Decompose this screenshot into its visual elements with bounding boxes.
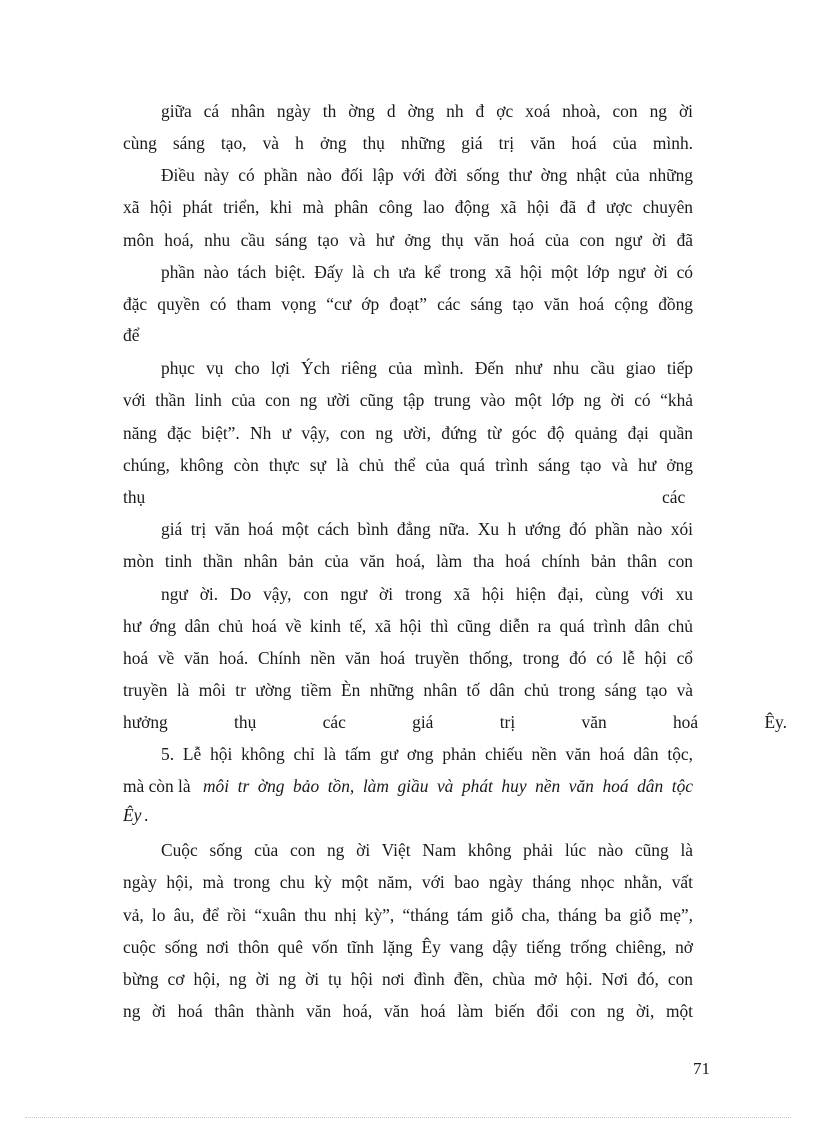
text-line: hư ớng dân chủ hoá về kinh tế, xã hội thì cũng diễn ra quá trình dân chủ bbox=[123, 616, 693, 636]
text-line: xã hội phát triển, khi mà phân công lao động xã hội đã đ ược chuyên bbox=[123, 197, 693, 217]
text-line: năng đặc biệt”. Nh ư vậy, con ng ười, đứng từ góc độ quảng đại quần bbox=[123, 423, 693, 443]
text-line: giữa cá nhân ngày th ờng d ờng nh đ ợc xoá nhoà, con ng ời bbox=[161, 101, 693, 121]
text-line: . bbox=[144, 805, 149, 825]
text-line: ng ời hoá thân thành văn hoá, văn hoá làm biến đổi con ng ời, một bbox=[123, 1001, 693, 1021]
text-line: để bbox=[123, 325, 140, 345]
text-line: phần nào tách biệt. Đấy là ch ưa kể trong xã hội một lớp ngư ời có bbox=[161, 262, 693, 282]
text-line: truyền là môi tr ường tiềm Èn những nhân tố dân chủ trong sáng tạo và bbox=[123, 680, 693, 700]
text-line: ngày hội, mà trong chu kỳ một năm, với bao ngày tháng nhọc nhằn, vất bbox=[123, 872, 693, 892]
text-line: hưởng thụ các giá trị văn hoá Êy. bbox=[123, 712, 787, 732]
text-line: vả, lo âu, để rồi “xuân thu nhị kỳ”, “tháng tám giỗ cha, tháng ba giỗ mẹ”, bbox=[123, 905, 693, 925]
text-line: phục vụ cho lợi Ých riêng của mình. Đến như nhu cầu giao tiếp bbox=[161, 358, 693, 378]
text-line: cùng sáng tạo, và h ởng thụ những giá trị văn hoá của mình. bbox=[123, 133, 693, 153]
text-line: mòn tinh thần nhân bản của văn hoá, làm tha hoá chính bản thân con bbox=[123, 551, 693, 571]
text-line: đặc quyền có tham vọng “cư ớp đoạt” các sáng tạo văn hoá cộng đồng bbox=[123, 294, 693, 314]
text-line: hoá về văn hoá. Chính nền văn hoá truyền thống, trong đó có lễ hội cổ bbox=[123, 648, 693, 668]
text-line: ngư ời. Do vậy, con ngư ời trong xã hội hiện đại, cùng với xu bbox=[161, 584, 693, 604]
page-number: 71 bbox=[693, 1059, 710, 1078]
text-line-italic: môi tr ờng bảo tồn, làm giầu và phát huy nền văn hoá dân tộc bbox=[203, 776, 693, 796]
text-line: bừng cơ hội, ng ời ng ời tụ hội nơi đình đền, chùa mở hội. Nơi đó, con bbox=[123, 969, 693, 989]
text-line: Cuộc sống của con ng ời Việt Nam không phải lúc nào cũng là bbox=[161, 840, 693, 860]
text-line: giá trị văn hoá một cách bình đẳng nữa. Xu h ướng đó phần nào xói bbox=[161, 519, 693, 539]
text-line: 5. Lễ hội không chỉ là tấm gư ơng phản chiếu nền văn hoá dân tộc, bbox=[161, 744, 693, 764]
text-line: cuộc sống nơi thôn quê vốn tĩnh lặng Êy vang dậy tiếng trống chiêng, nở bbox=[123, 937, 693, 957]
footer-divider bbox=[25, 1117, 791, 1118]
text-line: môn hoá, nhu cầu sáng tạo và hư ởng thụ văn hoá của con ngư ời đã bbox=[123, 230, 693, 250]
text-line: các bbox=[662, 487, 686, 507]
text-line: chúng, không còn thực sự là chủ thể của quá trình sáng tạo và hư ởng bbox=[123, 455, 693, 475]
text-line-italic: Êy bbox=[123, 805, 142, 825]
text-line: Điều này có phần nào đối lập với đời sống thư ờng nhật của những bbox=[161, 165, 693, 185]
text-line: thụ bbox=[123, 487, 146, 507]
text-line: với thần linh của con ng ười cũng tập trung vào một lớp ng ời có “khả bbox=[123, 390, 693, 410]
text-line: mà còn là bbox=[123, 776, 191, 796]
